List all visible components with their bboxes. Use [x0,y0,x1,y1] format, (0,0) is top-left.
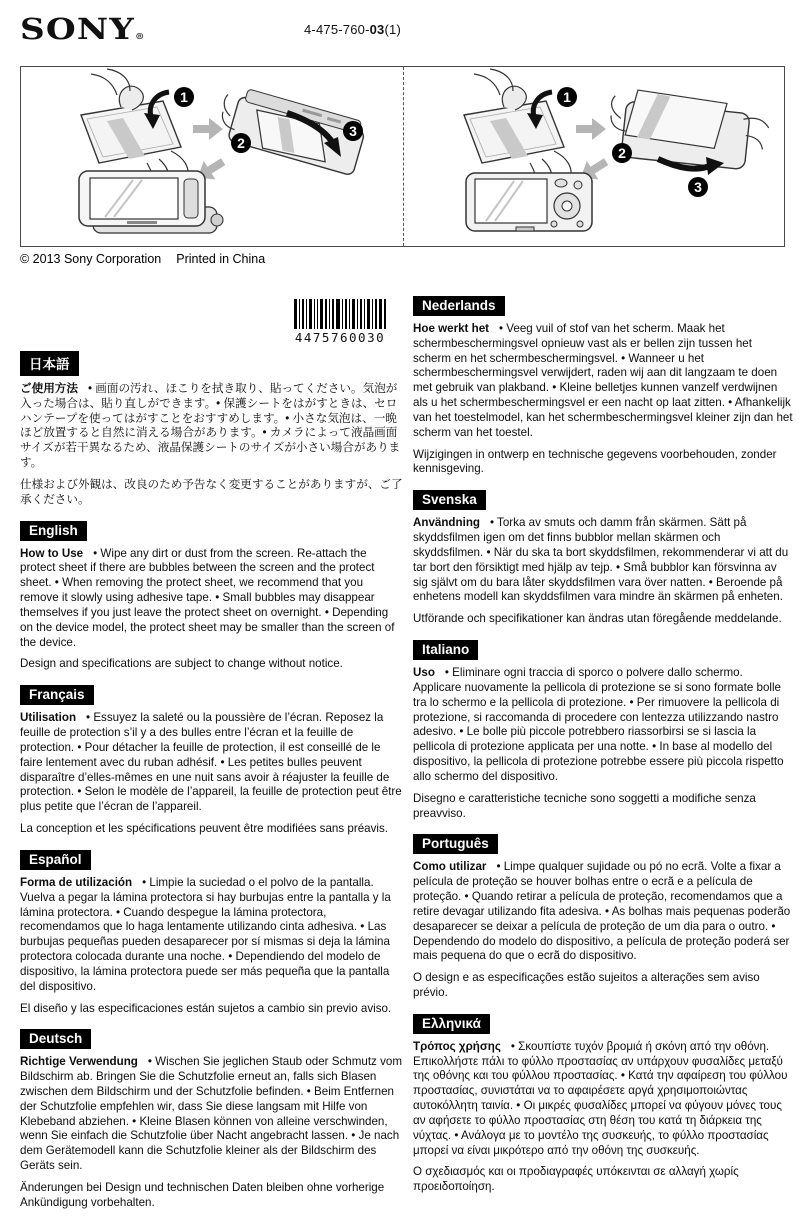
section-body [20,382,404,471]
language-header: Italiano [413,640,478,660]
section-text: • 画面の汚れ、ほこりを拭き取り、貼ってください。気泡が入った場合は、貼り直しができます。• 保護シートをはがすときは、セロハンテープを使ってはがすことをおすすめします。• 小さな気泡は、一晩ほど放置すると自然に消える場合があります。• カメラによって液晶画面サイズが若干異なるため、液晶保護シートのサイズが小さい場合があります。 [20,382,401,470]
language-header: Deutsch [20,1029,91,1049]
section-body [413,516,793,605]
section-text: • Eliminare ogni traccia di sporco o polvere dallo schermo. Applicare nuovamente la pellicola di protezione se si sono formate bolle tra lo schermo e la pellicola di protezione. • Per rimuovere la pellicola di protezione, si raccomanda di procedere con lentezza utilizzando nastro adesivo. • Le bolle più piccole potrebbero riassorbirsi se si lascia la pellicola di protezione applicata per una notte. • In base al modello del dispositivo, la pellicola di protezione potrebbe essere più piccola rispetto allo schermo del dispositivo. [413,666,784,783]
section-french [20,685,404,837]
language-header: Nederlands [413,296,505,316]
step-2-label: 2 [617,145,626,161]
language-header: 日本語 [20,351,79,376]
section-lead: Hoe werkt het [413,322,490,335]
section-note: Wijzigingen in ontwerp en technische gegevens voorbehouden, zonder kennisgeving. [413,447,777,476]
diagram-panel-camcorder [21,67,403,246]
section-german [20,1029,404,1210]
section-text: • Essuyez la saleté ou la poussière de l’écran. Reposez la feuille de protection s’il y a des bulles entre l’écran et la feuille de protection. • Pour détacher la feuille de protection, il est conseillé de le faire lentement avec du ruban adhésif. • Les petites bulles peuvent disparaître d’elles-mêmes en une nuit sans avoir à réajuster la feuille de protection. • Selon le modèle de l’appareil, la feuille de protection peut être plus petite que l’écran de l’appareil. [20,711,402,814]
step-1-label: 1 [562,89,571,105]
section-lead: Uso [413,666,435,680]
section-lead: Richtige Verwendung [20,1055,138,1069]
registered-mark: ® [134,31,145,41]
peel-film-illustration [464,69,571,185]
section-body [20,547,404,651]
printed-in-text: Printed in China [176,252,266,266]
section-lead: How to Use [20,546,84,560]
section-note: O design e as especificações estão sujeitos a alterações sem aviso prévio. [413,971,760,999]
step-2-badge [612,143,632,163]
section-spanish [20,850,404,1016]
section-body [20,1055,404,1174]
section-note: 仕様および外観は、改良のため予告なく変更することがありますが、ご了承ください。 [20,477,403,506]
part-number-revision: 03 [369,22,385,37]
copyright-line [20,252,265,266]
section-note: La conception et les spécifications peuvent être modifiées sans préavis. [20,822,388,836]
section-lead: Utilisation [20,711,77,725]
step-1-badge [557,87,577,107]
section-body [20,876,404,995]
section-lead: ご使用方法 [20,382,78,395]
barcode-bars [294,299,386,329]
section-text: • Torka av smuts och damm från skärmen. Sätt på skyddsfilmen igen om det finns bubblor mellan skärmen och skyddsfilmen. • När du ska ta bort skyddsfilmen, rekommenderar vi att du tar bort den försiktigt med hjälp av tejp. • Små bubblor kan försvinna av sig självt om du bara låter skyddsfilmen vara över natten. • Beroende på enhetens modell kan skyddsfilmen vara mindre än skärmen på enheten. [413,516,789,604]
step-3-label: 3 [693,179,702,195]
section-text: • Wipe any dirt or dust from the screen. Re-attach the protect sheet if there are bubbles between the screen and the protect sheet. • When removing the protect sheet, we recommend that you remove it slowly using adhesive tape. • Small bubbles may disappear themselves if you just leave the protect sheet on overnight. • Depending on the device model, the protect sheet may be smaller than the screen of the device. [20,546,395,649]
section-lead: Forma de utilización [20,875,133,889]
section-text: • Limpie la suciedad o el polvo de la pantalla. Vuelva a pegar la lámina protectora si hay burbujas entre la pantalla y la lámina protectora. • Cuando despegue la lámina protectora, recomendamos que lo haga lentamente utilizando cinta adhesiva. • Las burbujas pequeñas pueden desaparecer por sí mismas si deja la lámina protectora colocada durante una noche. • Dependiendo del modelo de dispositivo, la lámina protectora puede ser más pequeña que la pantalla del dispositivo. [20,875,391,993]
compact-camera-illustration [466,173,592,231]
language-header: Français [20,685,94,705]
section-note: El diseño y las especificaciones están sujetos a cambio sin previo aviso. [20,1001,392,1015]
step-2-badge [231,133,251,153]
step-1-label: 1 [180,89,188,105]
copyright-text: © 2013 Sony Corporation [20,252,162,266]
diagram-panel-camera [403,67,785,246]
section-note: Ο σχεδιασμός και οι προδιαγραφές υπόκεινται σε αλλαγή χωρίς προειδοποίηση. [413,1165,739,1194]
section-text: • Wischen Sie jeglichen Staub oder Schmutz vom Bildschirm ab. Bringen Sie die Schutzfolie erneut an, falls sich Blasen zwischen dem Bildschirm und der Schutzfolie befinden. • Beim Entfernen der Schutzfolie empfehlen wir, dass Sie diese langsam mit Hilfe von Klebeband abziehen. • Kleine Blasen können von alleine verschwinden, wenn Sie einfach die Schutzfolie über Nacht angebracht lassen. • Je nach dem Gerätemodell kann die Schutzfolie kleiner als der Bildschirm des Geräts sein. [20,1055,402,1173]
section-note: Utförande och specifikationer kan ändras utan föregående meddelande. [413,612,782,626]
part-number [304,22,401,37]
language-column-left [20,351,404,1224]
language-header: English [20,521,87,541]
instruction-diagram [20,66,785,247]
step-2-label: 2 [237,135,245,151]
section-note: Änderungen bei Design und technischen Daten bleiben ohne vorherige Ankündigung vorbehalten. [20,1180,385,1209]
section-lead: Como utilizar [413,860,487,874]
section-english [20,521,404,673]
language-header: Svenska [413,490,486,510]
part-number-suffix: (1) [384,22,401,37]
section-lead: Τρόπος χρήσης [413,1039,501,1053]
section-greek [413,1014,793,1195]
section-text: • Veeg vuil of stof van het scherm. Maak het schermbeschermingsvel opnieuw vast als er bellen zijn tussen het scherm en het schermbeschermingsvel. • Wanneer u het schermbeschermingsvel verwijdert, raden wij aan dit langzaam te doen met gebruik van plakband. • Kleine belletjes kunnen vanzelf verdwijnen als u het schermbeschermingsvel er een nacht op laat zitten. • Afhankelijk van het toestelmodel, kan het schermbeschermingsvel kleiner zijn dan het scherm van het toestel. [413,322,793,439]
step-3-badge [343,121,363,141]
step-1-badge [174,87,194,107]
section-text: • Σκουπίστε τυχόν βρομιά ή σκόνη από την οθόνη. Επικολλήστε πάλι το φύλλο προστασίας αν υπάρχουν φυσαλίδες μεταξύ της οθόνης και του φύλλου προστασίας. • Κατά την αφαίρεση του φύλλου προστασίας, συνιστάται να το αφαιρέσετε αργά χρησιμοποιώντας αυτοκόλλητη ταινία. • Οι μικρές φυσαλίδες μπορεί να φύγουν μόνες τους αν αφήσετε το φύλλο προστασίας στη θέση του κατά τη διάρκεια της νύχτας. • Ανάλογα με το μοντέλο της συσκευής, το φύλλο προστασίας μπορεί να είναι μικρότερο από την οθόνη της συσκευής. [413,1039,788,1157]
section-body [413,1040,793,1159]
arrow-right-icon [576,118,606,140]
camcorder-illustration [79,171,223,233]
section-text: • Limpe qualquer sujidade ou pó no ecrã. Volte a fixar a película de proteção se houver bolhas entre o ecrã e a película de proteção. • Quando retirar a película de proteção, recomendamos que a retire devagar utilizando fita adesiva. • As bolhas mais pequenas poderão desaparecer se deixar a película de proteção de um dia para o outro. • Dependendo do modelo do dispositivo, a película de proteção poderá ser mais pequena do que o ecrã do dispositivo. [413,860,791,963]
section-lead: Användning [413,516,480,530]
brand-text: SONY [20,12,135,46]
section-swedish [413,490,793,627]
section-dutch [413,296,793,477]
section-portuguese [413,834,793,1000]
barcode [294,299,386,345]
section-note: Design and specifications are subject to change without notice. [20,657,343,671]
section-body [413,860,793,964]
barcode-number: 4475760030 [294,330,386,345]
language-header: Ελληνικά [413,1014,490,1034]
apply-film-illustration [606,87,771,171]
language-header: Español [20,850,91,870]
section-body [413,666,793,785]
sony-logo [20,12,144,46]
section-note: Disegno e caratteristiche tecniche sono soggetti a modifiche senza preavviso. [413,791,756,820]
camcorder-steps-illustration [21,67,402,246]
part-number-prefix: 4-475-760- [304,22,370,37]
language-column-right [413,296,793,1208]
section-italian [413,640,793,821]
step-3-badge [688,177,708,197]
step-3-label: 3 [349,123,357,139]
peel-film-illustration [81,69,188,185]
language-header: Português [413,834,498,854]
section-body [413,322,793,441]
section-body [20,711,404,815]
section-japanese [20,351,404,508]
camera-steps-illustration [404,67,785,246]
arrow-right-icon [193,118,223,140]
